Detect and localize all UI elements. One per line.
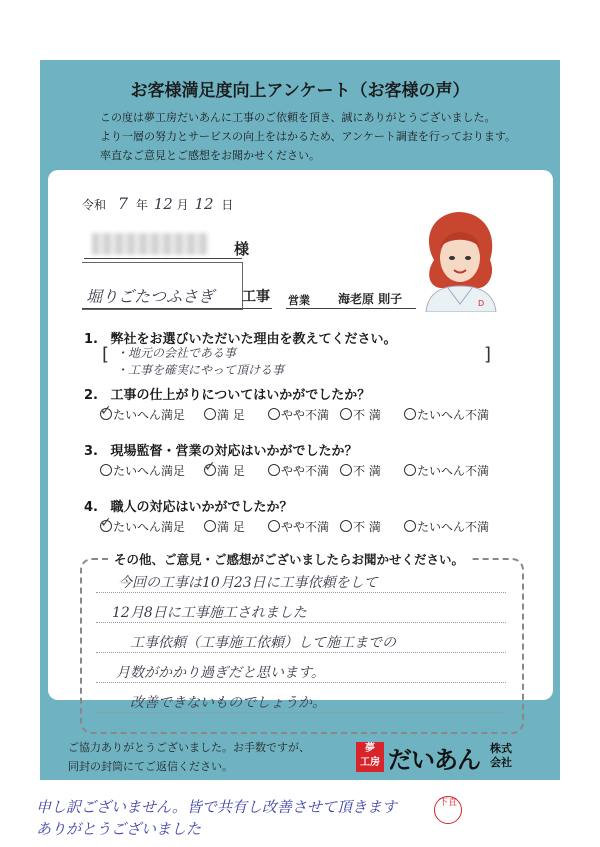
intro-line: この度は夢工房だいあんに工事のご依頼を頂き、誠にありがとうございました。 <box>100 111 496 124</box>
q4-option[interactable]: ✓たいへん満足 <box>100 518 185 535</box>
logo-mark-top: 夢 <box>365 743 375 754</box>
question-1-answer <box>116 345 284 379</box>
logo-mark-bottom: 工房 <box>360 757 380 768</box>
sales-name: 海老原 則子 <box>338 292 403 306</box>
survey-title: お客様満足度向上アンケート（お客様の声） <box>130 81 470 101</box>
logo-suffix-top: 株式 <box>490 742 512 755</box>
circle-icon <box>340 464 352 476</box>
day-value: 12 <box>194 195 214 213</box>
seal-stamp <box>434 796 462 824</box>
day-unit: 日 <box>221 198 234 212</box>
question-4-options <box>100 518 520 536</box>
footer-line: ご協力ありがとうございました。お手数ですが、 <box>68 741 310 754</box>
intro-line: 率直なご意見とご感想をお聞かせください。 <box>100 149 320 162</box>
customer-underline <box>84 258 242 259</box>
intro-line: より一層の努力とサービスの向上をはかるため、アンケート調査を行っております。 <box>100 130 517 143</box>
q3-option[interactable]: ✓ 満 足 <box>204 462 245 479</box>
question-3-number: 3. <box>84 444 98 459</box>
circle-icon <box>340 520 352 532</box>
circle-icon <box>404 520 416 532</box>
comment-line: 月数がかかり過ぎだと思います。 <box>116 665 325 681</box>
company-logo-mark <box>356 742 384 772</box>
q2-option[interactable]: やや不満 <box>268 406 329 423</box>
question-1-number: 1. <box>84 332 98 347</box>
intro-text <box>100 108 516 165</box>
comment-line: 改善できないものでしょうか。 <box>130 695 326 711</box>
circle-icon <box>268 464 280 476</box>
comment-title: その他、ご意見・ご感想がございましたらお聞かせください。 <box>108 550 470 568</box>
circle-icon <box>204 520 216 532</box>
comment-line: 12月8日に工事施工されました <box>112 605 307 621</box>
circle-icon <box>268 520 280 532</box>
question-4 <box>84 496 293 515</box>
q4-option[interactable]: 不 満 <box>340 518 381 535</box>
work-label: 工事 <box>242 289 270 305</box>
question-1-text: 弊社をお選びいただいた理由を教えてください。 <box>110 332 397 347</box>
q2-option[interactable]: ✓たいへん満足 <box>100 406 185 423</box>
reply-note-line: 申し訳ございません。皆で共有し改善させて頂きます <box>36 798 397 816</box>
question-2-text: 工事の仕上がりについてはいかがでしたか？ <box>110 388 371 403</box>
circle-icon <box>340 408 352 420</box>
ruled-line <box>96 622 506 623</box>
date-line <box>82 194 233 213</box>
avatar-badge-icon: D <box>478 299 485 308</box>
q4-option[interactable]: やや不満 <box>268 518 329 535</box>
question-3-options <box>100 462 520 480</box>
checked-circle-icon <box>100 520 112 532</box>
q2-option[interactable]: 満 足 <box>204 406 245 423</box>
q3-option[interactable]: やや不満 <box>268 462 329 479</box>
month-unit: 月 <box>176 198 189 212</box>
circle-icon <box>268 408 280 420</box>
q3-option[interactable]: たいへん不満 <box>404 462 489 479</box>
q2-option[interactable]: 不 満 <box>340 406 381 423</box>
question-4-text: 職人の対応はいかがでしたか？ <box>110 500 293 515</box>
circle-icon <box>100 464 112 476</box>
comment-line: 今回の工事は10月23日に工事依頼をして <box>118 575 378 591</box>
question-3-text: 現場監督・営業の対応はいかがでしたか？ <box>110 444 358 459</box>
question-2-options <box>100 406 520 424</box>
checked-circle-icon <box>100 408 112 420</box>
ruled-line <box>96 652 506 653</box>
answer-bracket-left: [ <box>102 344 110 365</box>
footer-thanks <box>68 738 310 776</box>
reply-note-line: ありがとうございました <box>36 820 202 838</box>
circle-icon <box>404 464 416 476</box>
customer-suffix: 様 <box>234 240 250 258</box>
year-value: 7 <box>117 194 129 213</box>
ruled-line <box>96 712 506 713</box>
year-unit: 年 <box>135 198 148 212</box>
checked-circle-icon <box>204 464 216 476</box>
question-2 <box>84 384 370 403</box>
question-3 <box>84 440 358 459</box>
logo-suffix-bottom: 会社 <box>490 756 512 769</box>
answer-line: ・工事を確実にやって頂ける事 <box>116 363 285 377</box>
work-underline <box>82 308 272 309</box>
circle-icon <box>404 408 416 420</box>
ruled-line <box>96 682 506 683</box>
comment-line: 工事依頼（工事施工依頼）して施工までの <box>130 635 396 651</box>
circle-icon <box>204 408 216 420</box>
seal-stamp-text: 下直 <box>438 798 457 808</box>
sales-avatar <box>418 208 502 312</box>
q4-option[interactable]: 満 足 <box>204 518 245 535</box>
customer-name-redacted <box>92 233 208 255</box>
era-label: 令和 <box>82 198 107 212</box>
sales-underline <box>286 308 416 309</box>
q3-option[interactable]: 不 満 <box>340 462 381 479</box>
footer-line: 同封の封筒にてご返信ください。 <box>68 760 233 773</box>
work-name: 堀りごたつふさぎ <box>86 287 215 306</box>
question-2-number: 2. <box>84 388 98 403</box>
company-logo-name: だいあん <box>388 746 480 774</box>
question-4-number: 4. <box>84 500 98 515</box>
q4-option[interactable]: たいへん不満 <box>404 518 489 535</box>
sales-label: 営業 <box>288 294 310 307</box>
month-value: 12 <box>153 195 173 213</box>
ruled-line <box>96 592 506 593</box>
q3-option[interactable]: たいへん満足 <box>100 462 185 479</box>
answer-bracket-right: ] <box>484 344 492 365</box>
q2-option[interactable]: たいへん不満 <box>404 406 489 423</box>
company-logo-suffix <box>490 742 512 770</box>
answer-line: ・地元の会社である事 <box>116 346 237 360</box>
